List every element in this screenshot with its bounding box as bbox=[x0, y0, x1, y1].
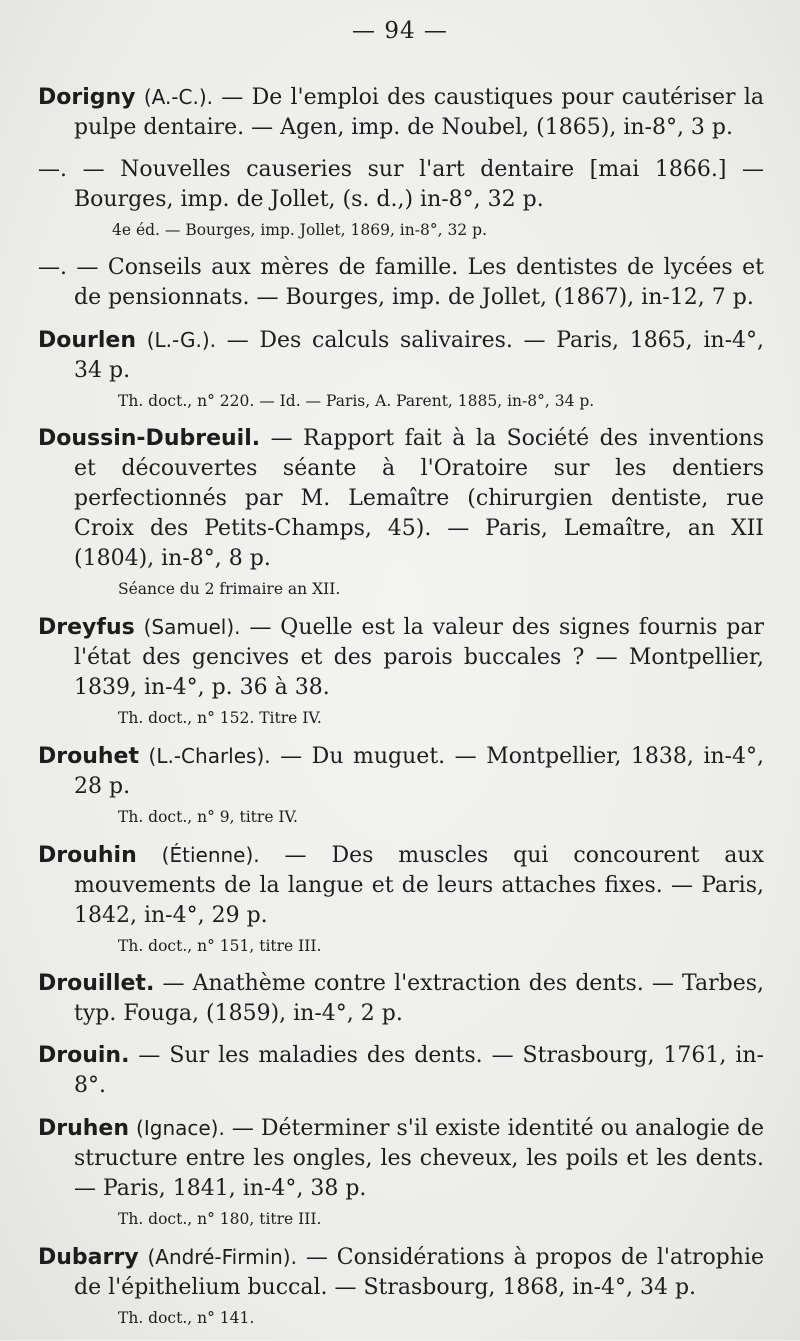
entry-text bbox=[38, 969, 764, 1029]
entry-note: Th. doct., n° 152. Titre IV. bbox=[118, 709, 322, 727]
entry-text bbox=[38, 612, 764, 703]
entry-text bbox=[38, 1041, 764, 1101]
entry-initials: (Étienne). bbox=[161, 843, 260, 867]
entry-text bbox=[38, 253, 764, 313]
entry-note: 4e éd. — Bourges, imp. Jollet, 1869, in-8°, 32 p. bbox=[112, 221, 487, 239]
entry-author: Drouillet. bbox=[38, 971, 155, 996]
entry-note: Th. doct., n° 180, titre III. bbox=[118, 1210, 322, 1228]
bibliography-entry bbox=[38, 424, 764, 600]
entry-initials: (L.-G.). bbox=[146, 328, 216, 352]
entry-author: Dubarry bbox=[38, 1245, 139, 1270]
entry-text bbox=[38, 741, 764, 802]
entry-body: —. — Conseils aux mères de famille. Les dentistes de lycées et de pensionnats. — Bourges, imp. de Jollet, (1867), in-12, 7 p. bbox=[38, 255, 764, 310]
entry-note: Séance du 2 frimaire an XII. bbox=[118, 580, 341, 598]
entry-body: — Du muguet. — Montpellier, 1838, in-4°, 28 p. bbox=[74, 744, 764, 799]
entry-text bbox=[38, 1242, 764, 1303]
bibliography-list bbox=[38, 82, 764, 1341]
entry-text bbox=[38, 325, 764, 386]
bibliography-entry bbox=[38, 155, 764, 241]
entry-text bbox=[38, 1113, 764, 1204]
entry-text bbox=[38, 840, 764, 931]
entry-note: Th. doct., n° 141. bbox=[118, 1309, 255, 1327]
entry-body: — Rapport fait à la Société des inventions et découvertes séante à l'Oratoire sur les dentiers perfectionnés par M. Lemaître (chirurgien dentiste, rue Croix des Petits-Champs, 45). — Paris, Lemaître, an XII (1804), in-8°, 8 p. bbox=[74, 426, 764, 571]
entry-author: Drouhin bbox=[38, 843, 137, 868]
entry-body: — Considérations à propos de l'atrophie de l'épithelium buccal. — Strasbourg, 1868, in-4°, 34 p. bbox=[74, 1245, 764, 1300]
bibliography-entry bbox=[38, 1041, 764, 1101]
bibliography-entry bbox=[38, 612, 764, 729]
bibliography-entry bbox=[38, 253, 764, 313]
entry-text bbox=[38, 424, 764, 574]
entry-body: — Anathème contre l'extraction des dents. — Tarbes, typ. Fouga, (1859), in-4°, 2 p. bbox=[74, 971, 764, 1026]
entry-initials: (L.-Charles). bbox=[148, 744, 271, 768]
entry-body: — Sur les maladies des dents. — Strasbourg, 1761, in-8°. bbox=[74, 1043, 764, 1098]
entry-initials: (Ignace). bbox=[136, 1116, 225, 1140]
bibliography-entry bbox=[38, 82, 764, 143]
entry-author: Dreyfus bbox=[38, 615, 135, 640]
entry-author: Doussin-Dubreuil. bbox=[38, 426, 261, 451]
page-number: — 94 — bbox=[352, 18, 448, 44]
entry-author: Drouin. bbox=[38, 1043, 130, 1068]
entry-author: Dourlen bbox=[38, 328, 137, 353]
bibliography-entry bbox=[38, 325, 764, 412]
entry-note: Th. doct., n° 151, titre III. bbox=[118, 937, 322, 955]
bibliography-entry bbox=[38, 1242, 764, 1329]
bibliography-entry bbox=[38, 741, 764, 828]
entry-note: Th. doct., n° 220. — Id. — Paris, A. Parent, 1885, in-8°, 34 p. bbox=[118, 392, 595, 410]
entry-body: —. — Nouvelles causeries sur l'art dentaire [mai 1866.] — Bourges, imp. de Jollet, (s. d.,) in-8°, 32 p. bbox=[38, 157, 764, 212]
entry-note: Th. doct., n° 9, titre IV. bbox=[118, 808, 298, 826]
entry-author: Druhen bbox=[38, 1116, 130, 1141]
entry-body: — Des muscles qui concourent aux mouvements de la langue et de leurs attaches fixes. — Paris, 1842, in-4°, 29 p. bbox=[74, 843, 764, 928]
entry-body: — Déterminer s'il existe identité ou analogie de structure entre les ongles, les cheveux, les poils et les dents. — Paris, 1841, in-4°, 38 p. bbox=[74, 1116, 764, 1201]
entry-initials: (Samuel). bbox=[143, 615, 241, 639]
bibliography-entry bbox=[38, 969, 764, 1029]
entry-body: — De l'emploi des caustiques pour cautériser la pulpe dentaire. — Agen, imp. de Noubel, (1865), in-8°, 3 p. bbox=[74, 85, 764, 140]
entry-author: Dorigny bbox=[38, 85, 136, 110]
bibliography-entry bbox=[38, 840, 764, 957]
bibliography-entry bbox=[38, 1113, 764, 1230]
entry-initials: (André-Firmin). bbox=[147, 1245, 297, 1269]
entry-initials: (A.-C.). bbox=[143, 85, 214, 109]
entry-body: — Quelle est la valeur des signes fournis par l'état des gencives et des parois buccales ? — Montpellier, 1839, in-4°, p. 36 à 38. bbox=[74, 615, 764, 700]
entry-text bbox=[38, 155, 764, 215]
entry-author: Drouhet bbox=[38, 744, 139, 769]
entry-text bbox=[38, 82, 764, 143]
entry-body: — Des calculs salivaires. — Paris, 1865, in-4°, 34 p. bbox=[74, 328, 764, 383]
